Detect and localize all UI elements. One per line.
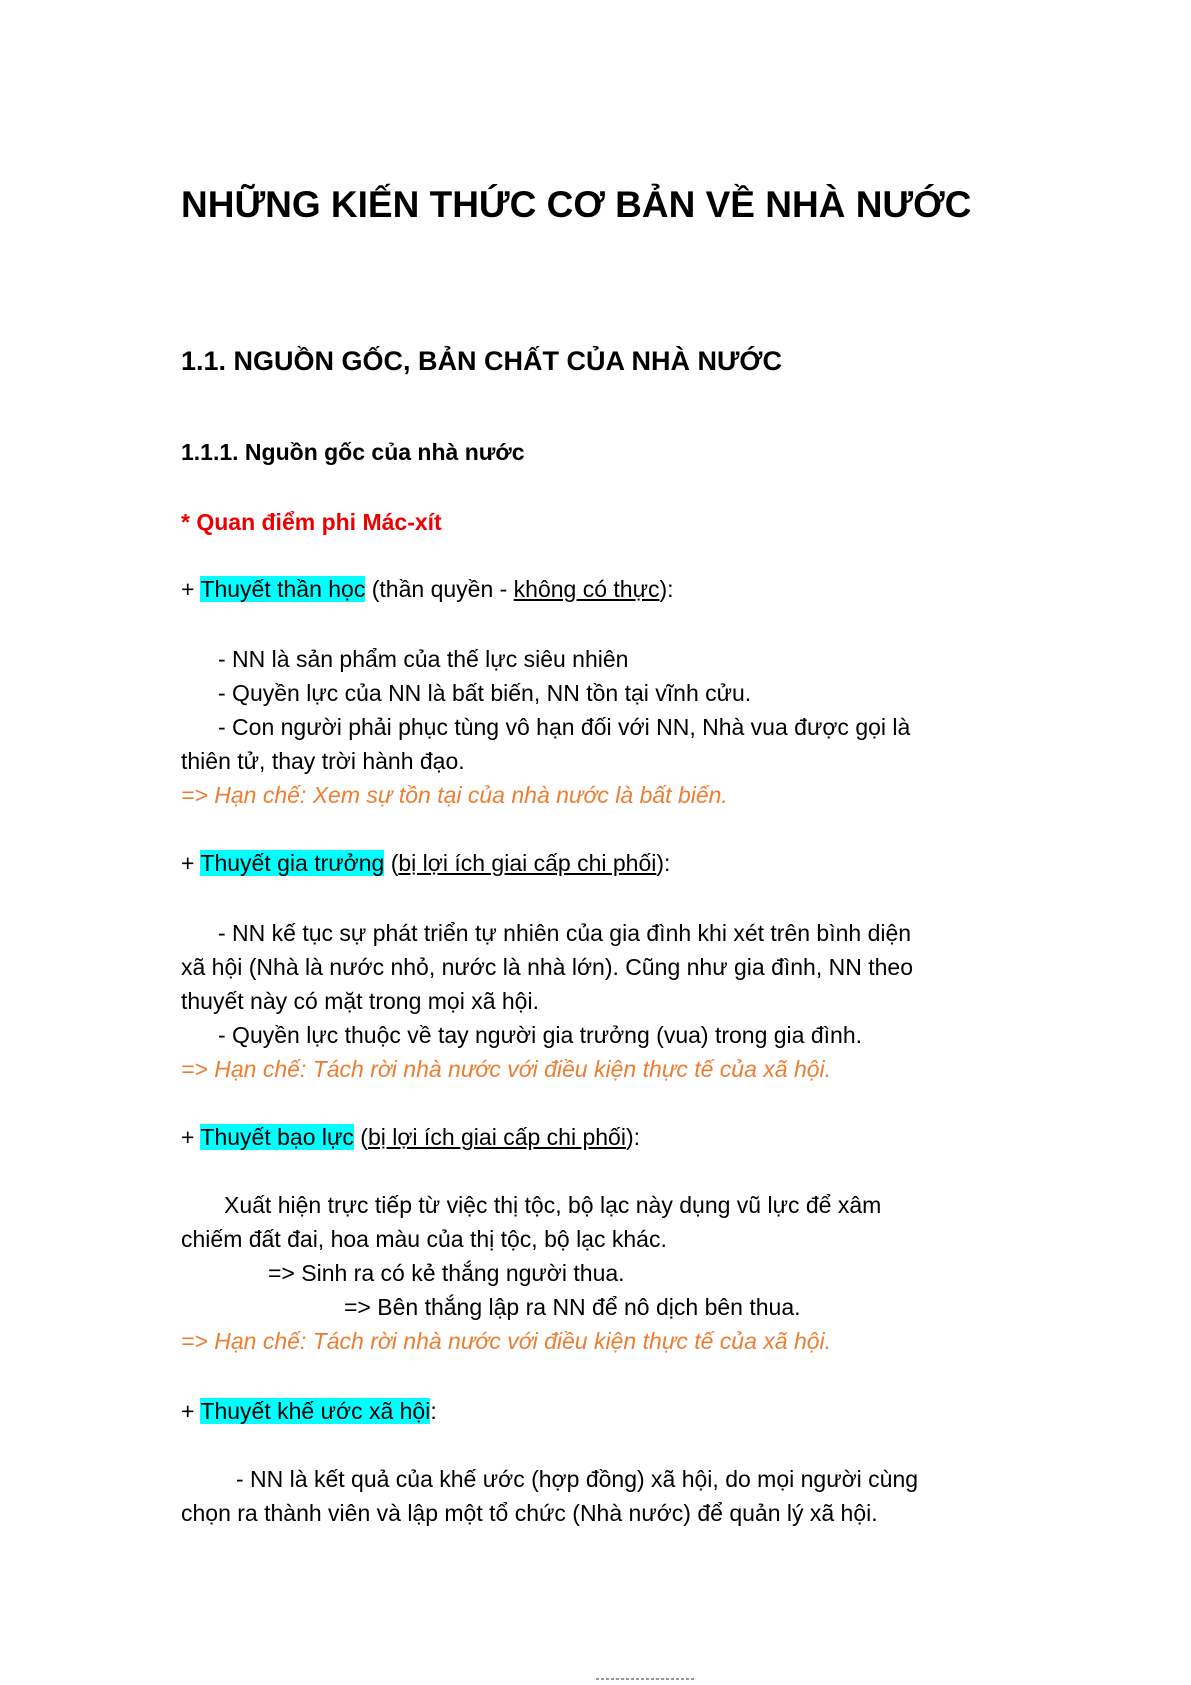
viewpoint-heading: * Quan điểm phi Mác-xít bbox=[181, 509, 442, 535]
theory-1-underlined: không có thực bbox=[513, 576, 660, 602]
bullet-plus: + bbox=[181, 1124, 201, 1150]
theory-3-point-2: => Sinh ra có kẻ thắng người thua. bbox=[268, 1260, 625, 1286]
theory-2-name: Thuyết gia trưởng bbox=[200, 850, 385, 876]
theory-4-post: : bbox=[430, 1398, 437, 1424]
theory-2-limitation: => Hạn chế: Tách rời nhà nước với điều kiện thực tế của xã hội. bbox=[181, 1056, 832, 1082]
theory-1-point-3a: - Con người phải phục tùng vô hạn đối với NN, Nhà vua được gọi là bbox=[218, 714, 911, 740]
bullet-plus: + bbox=[181, 850, 201, 876]
theory-1-point-3b: thiên tử, thay trời hành đạo. bbox=[181, 748, 465, 774]
theory-3-post: ): bbox=[625, 1124, 641, 1150]
theory-3-pre: ( bbox=[353, 1124, 368, 1150]
section-heading: 1.1. NGUỒN GỐC, BẢN CHẤT CỦA NHÀ NƯỚC bbox=[181, 346, 782, 376]
theory-4-point-1a: - NN là kết quả của khế ước (hợp đồng) xã hội, do mọi người cùng bbox=[236, 1466, 919, 1492]
theory-2-post: ): bbox=[656, 850, 671, 876]
theory-3-underlined: bị lợi ích giai cấp chi phối bbox=[367, 1124, 626, 1150]
theory-1-pre: (thần quyền - bbox=[365, 576, 514, 602]
theory-2-point-1c: thuyết này có mặt trong mọi xã hội. bbox=[181, 988, 539, 1014]
theory-4-point-1b: chọn ra thành viên và lập một tổ chức (Nhà nước) để quản lý xã hội. bbox=[181, 1500, 878, 1526]
theory-1-point-2: - Quyền lực của NN là bất biến, NN tồn tại vĩnh cửu. bbox=[218, 680, 752, 706]
theory-3-point-3: => Bên thắng lập ra NN để nô dịch bên thua. bbox=[344, 1294, 801, 1320]
theory-3-heading bbox=[181, 1121, 640, 1153]
subsection-heading: 1.1.1. Nguồn gốc của nhà nước bbox=[181, 439, 525, 465]
theory-1-post: ): bbox=[659, 576, 674, 602]
theory-2-point-1b: xã hội (Nhà là nước nhỏ, nước là nhà lớn). Cũng như gia đình, NN theo bbox=[181, 954, 914, 980]
theory-3-limitation: => Hạn chế: Tách rời nhà nước với điều kiện thực tế của xã hội. bbox=[181, 1328, 832, 1354]
theory-4-heading bbox=[181, 1395, 437, 1427]
theory-2-heading bbox=[181, 847, 670, 879]
theory-1-point-1: - NN là sản phẩm của thế lực siêu nhiên bbox=[218, 646, 629, 672]
bullet-plus: + bbox=[181, 576, 201, 602]
document-title: NHỮNG KIẾN THỨC CƠ BẢN VỀ NHÀ NƯỚC bbox=[181, 184, 972, 225]
theory-2-underlined: bị lợi ích giai cấp chi phối bbox=[398, 850, 657, 876]
theory-1-heading bbox=[181, 573, 674, 605]
theory-1-limitation: => Hạn chế: Xem sự tồn tại của nhà nước là bất biến. bbox=[181, 782, 728, 808]
theory-2-pre: ( bbox=[384, 850, 399, 876]
theory-1-name: Thuyết thần học bbox=[200, 576, 366, 602]
theory-4-name: Thuyết khế ước xã hội bbox=[200, 1398, 431, 1424]
theory-2-point-1a: - NN kế tục sự phát triển tự nhiên của gia đình khi xét trên bình diện bbox=[218, 920, 912, 946]
theory-3-point-1b: chiếm đất đai, hoa màu của thị tộc, bộ lạc khác. bbox=[181, 1226, 667, 1252]
bullet-plus: + bbox=[181, 1398, 201, 1424]
theory-3-name: Thuyết bạo lực bbox=[200, 1124, 354, 1150]
theory-3-point-1a: Xuất hiện trực tiếp từ việc thị tộc, bộ lạc này dụng vũ lực để xâm bbox=[224, 1192, 882, 1218]
theory-2-point-2: - Quyền lực thuộc về tay người gia trưởng (vua) trong gia đình. bbox=[218, 1022, 862, 1048]
page-footer-mark bbox=[596, 1678, 696, 1680]
